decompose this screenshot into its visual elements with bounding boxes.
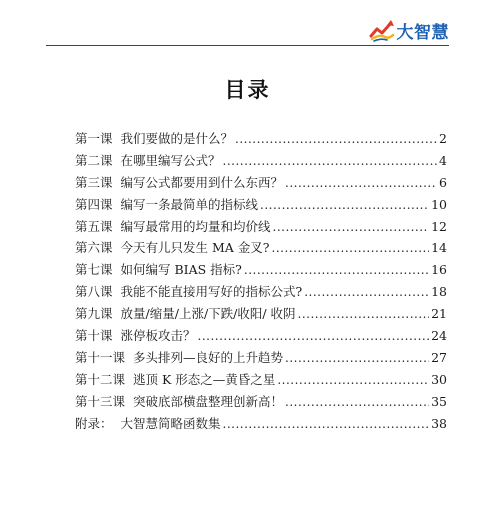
toc-entry-title: 编写公式都要用到什么东西？ — [120, 174, 284, 190]
toc-page-number: 30 — [431, 371, 447, 387]
toc-lesson-number: 第三课 — [75, 174, 113, 190]
toc-leader-dots — [244, 260, 429, 282]
toc-entry[interactable] — [75, 259, 447, 281]
toc-entry[interactable] — [75, 194, 447, 216]
toc-lesson-number: 第八课 — [75, 284, 113, 300]
toc-page-number: 35 — [431, 393, 447, 409]
toc-entry-title: 涨停板攻击？ — [120, 328, 196, 344]
toc-page-number: 24 — [431, 328, 447, 344]
toc-lesson-number: 第四课 — [75, 196, 113, 212]
toc-entry[interactable] — [75, 172, 447, 194]
toc-page-number: 16 — [431, 262, 447, 278]
toc-entry-title: 突破底部横盘整理创新高！ — [133, 393, 284, 409]
toc-entry[interactable] — [75, 303, 447, 325]
brand-logo — [369, 18, 450, 43]
toc-entry-title: 编写最常用的均量和均价线 — [120, 218, 271, 234]
toc-entry[interactable] — [75, 413, 447, 435]
toc-entry-title: 放量/缩量/上涨/下跌/收阳/ 收阴 — [120, 306, 296, 322]
toc-entry-title: 编写一条最简单的指标线 — [120, 196, 259, 212]
toc-entry[interactable] — [75, 216, 447, 238]
toc-page-number: 27 — [431, 349, 447, 365]
toc-entry[interactable] — [75, 347, 447, 369]
toc-leader-dots — [198, 326, 430, 348]
toc-leader-dots — [273, 217, 430, 239]
toc-entry-title: 在哪里编写公式？ — [120, 152, 221, 168]
toc-leader-dots — [260, 195, 429, 217]
toc-lesson-number: 第五课 — [75, 218, 113, 234]
brand-name: 大智慧 — [396, 23, 449, 43]
toc-entry-title: 多头排列—良好的上升趋势 — [133, 349, 284, 365]
toc-entry-title: 大智慧简略函数集 — [120, 415, 221, 431]
toc-leader-dots — [298, 304, 430, 326]
toc-entry-title: 今天有儿只发生 MA 金叉? — [120, 240, 270, 256]
toc-leader-dots — [285, 173, 437, 195]
toc-lesson-number: 第七课 — [75, 262, 113, 278]
toc-lesson-number: 第一课 — [75, 131, 113, 146]
toc-page-number: 14 — [431, 240, 447, 256]
toc-entry-title: 如何编写 BIAS 指标? — [120, 262, 242, 278]
toc-entry-title: 逃顶 K 形态之—黄昏之星 — [133, 371, 276, 387]
toc-leader-dots — [304, 282, 429, 304]
table-of-contents — [75, 128, 447, 434]
toc-leader-dots — [235, 129, 437, 151]
toc-entry[interactable] — [75, 150, 447, 172]
toc-leader-dots — [277, 370, 429, 392]
toc-leader-dots — [223, 414, 430, 436]
toc-page-number: 12 — [431, 218, 447, 234]
toc-lesson-number: 第十三课 — [75, 393, 126, 409]
toc-page-number: 18 — [431, 284, 447, 300]
toc-entry[interactable] — [75, 128, 447, 150]
header-divider — [46, 45, 449, 46]
toc-entry[interactable] — [75, 325, 447, 347]
toc-page-number: 6 — [439, 174, 447, 190]
toc-page-number: 21 — [431, 306, 447, 322]
toc-entry[interactable] — [75, 281, 447, 303]
toc-entry[interactable] — [75, 369, 447, 391]
brand-mark-icon — [369, 20, 395, 42]
toc-entry-title: 我们要做的是什么？ — [120, 131, 234, 146]
toc-lesson-number: 第十二课 — [75, 371, 126, 387]
toc-lesson-number: 第九课 — [75, 306, 113, 322]
toc-leader-dots — [272, 238, 430, 260]
toc-entry[interactable] — [75, 391, 447, 413]
toc-leader-dots — [223, 151, 438, 173]
toc-leader-dots — [285, 348, 429, 370]
toc-entry-title: 我能不能直接用写好的指标公式? — [120, 284, 303, 300]
toc-page-number: 38 — [431, 415, 447, 431]
toc-lesson-number: 第六课 — [75, 240, 113, 256]
toc-lesson-number: 第十课 — [75, 328, 113, 344]
toc-lesson-number: 附录： — [75, 415, 113, 431]
toc-page-number: 2 — [439, 131, 447, 146]
page-title: 目录 — [224, 78, 271, 102]
toc-page-number: 10 — [431, 196, 447, 212]
toc-lesson-number: 第二课 — [75, 152, 113, 168]
toc-leader-dots — [285, 392, 429, 414]
toc-page-number: 4 — [439, 152, 447, 168]
toc-lesson-number: 第十一课 — [75, 349, 126, 365]
toc-entry[interactable] — [75, 237, 447, 259]
